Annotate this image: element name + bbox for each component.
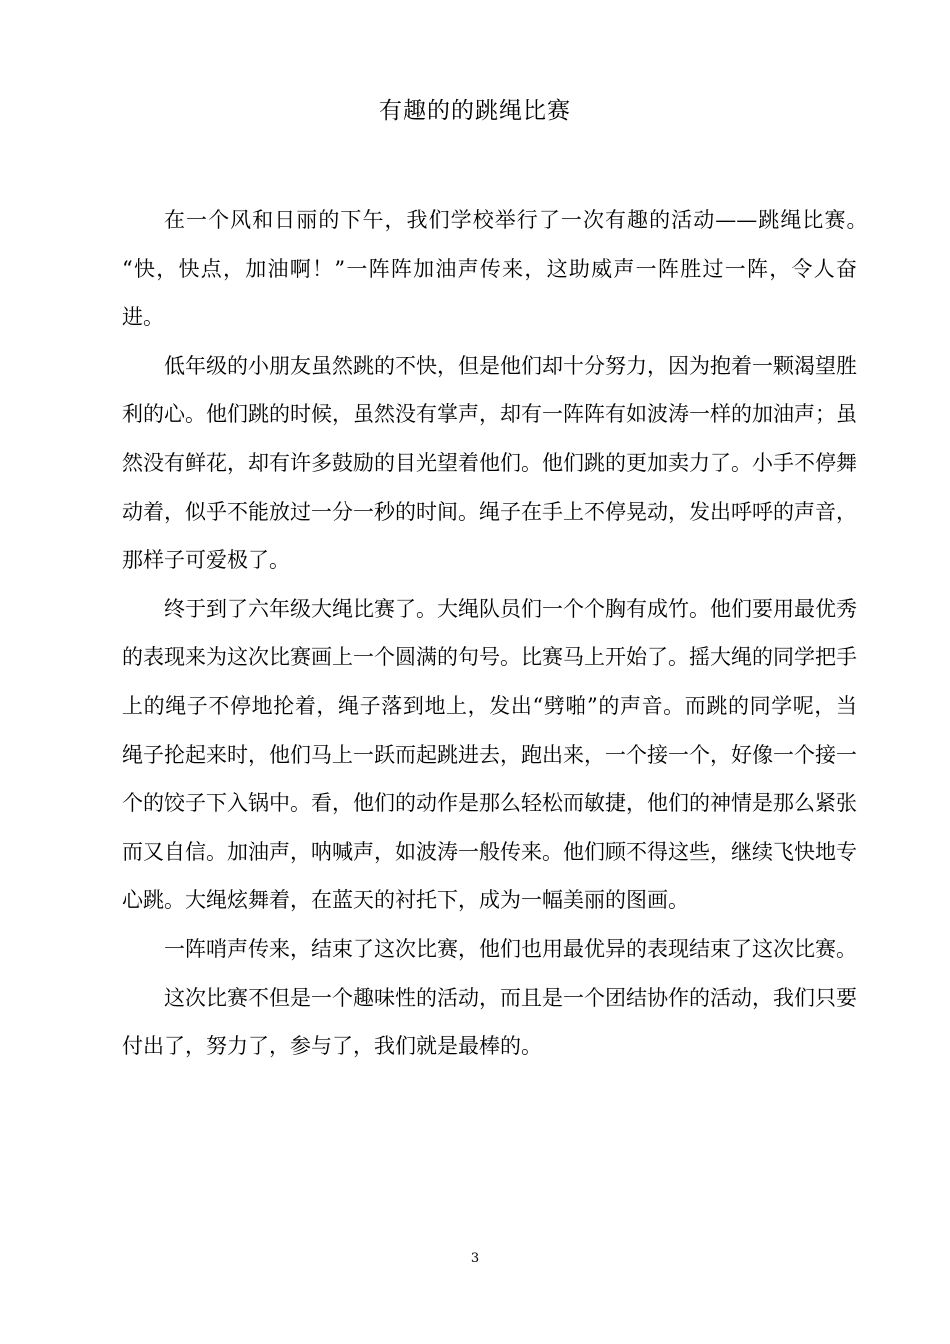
paragraph-3: 终于到了六年级大绳比赛了。大绳队员们一个个胸有成竹。他们要用最优秀的表现来为这次比赛画上一个圆满的句号。比赛马上开始了。摇大绳的同学把手上的绳子不停地抡着，绳子落到地上，发出“劈啪”的声音。而跳的同学呢，当绳子抡起来时，他们马上一跃而起跳进去，跑出来，一个接一个，好像一个接一个的饺子下入锅中。看，他们的动作是那么轻松而敏捷，他们的神情是那么紧张而又自信。加油声，呐喊声，如波涛一般传来。他们顾不得这些，继续飞快地专心跳。大绳炫舞着，在蓝天的衬托下，成为一幅美丽的图画。: [122, 596, 857, 913]
paragraph-4: 一阵哨声传来，结束了这次比赛，他们也用最优异的表现结束了这次比赛。: [164, 936, 857, 961]
paragraph-5: 这次比赛不但是一个趣味性的活动，而且是一个团结协作的活动，我们只要付出了，努力了，参与了，我们就是最棒的。: [122, 985, 857, 1059]
paragraph-2: 低年级的小朋友虽然跳的不快，但是他们却十分努力，因为抱着一颗渴望胜利的心。他们跳的时候，虽然没有掌声，却有一阵阵有如波涛一样的加油声；虽然没有鲜花，却有许多鼓励的目光望着他们。他们跳的更加卖力了。小手不停舞动着，似乎不能放过一分一秒的时间。绳子在手上不停晃动，发出呼呼的声音，那样子可爱极了。: [122, 353, 857, 573]
paragraph-1: 在一个风和日丽的下午，我们学校举行了一次有趣的活动——跳绳比赛。 “快，快点，加油啊！”一阵阵加油声传来，这助威声一阵胜过一阵，令人奋进。: [122, 208, 878, 330]
document-body: [122, 196, 878, 1071]
page-number: 3: [470, 1251, 480, 1266]
document-title: 有趣的的跳绳比赛: [379, 98, 571, 124]
